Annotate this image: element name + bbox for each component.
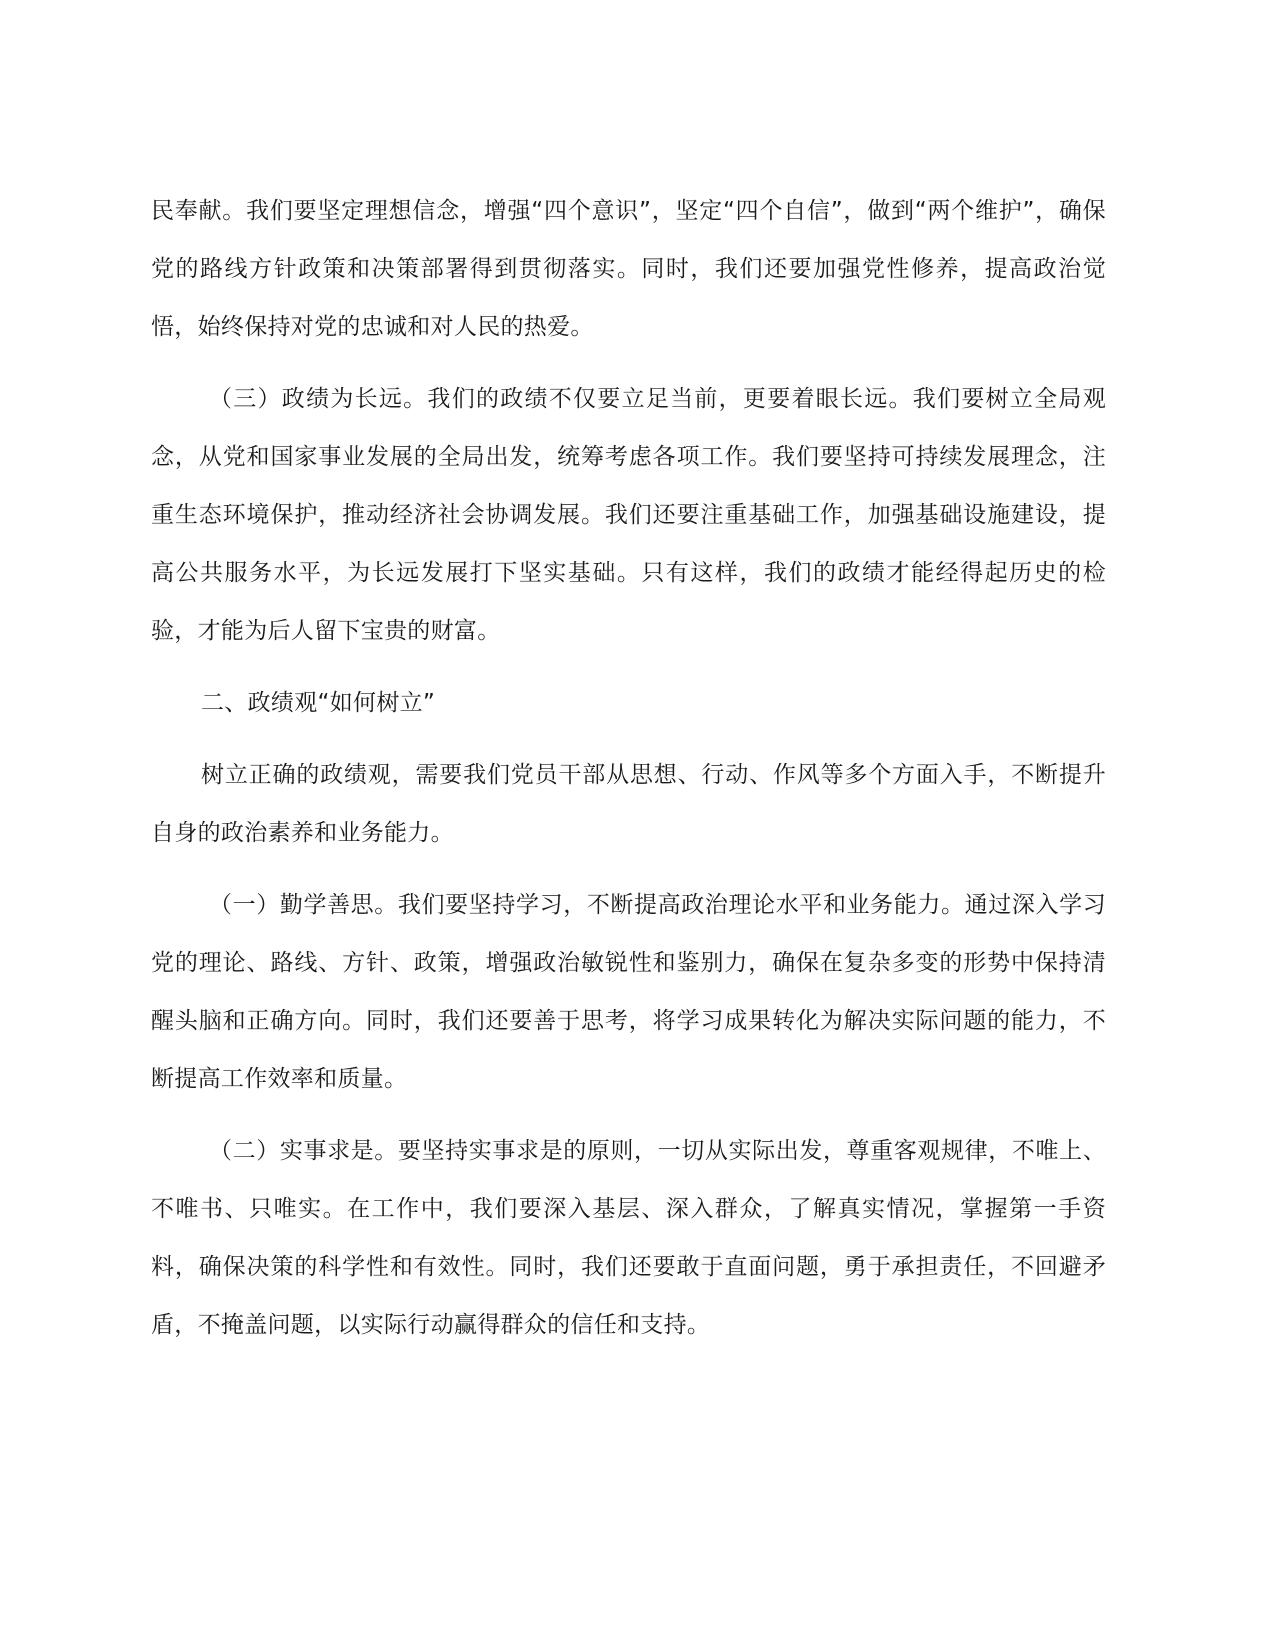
paragraph-intro: 树立正确的政绩观，需要我们党员干部从思想、行动、作风等多个方面入手，不断提升自身的政治素养和业务能力。 xyxy=(151,762,1106,846)
section-heading-two: 二、政绩观“如何树立” xyxy=(201,690,436,716)
paragraph-subsection-two: （二）实事求是。要坚持实事求是的原则，一切从实际出发，尊重客观规律，不唯上、不唯书、只唯实。在工作中，我们要深入基层、深入群众，了解真实情况，掌握第一手资料，确保决策的科学性和有效性。同时，我们还要敢于直面问题，勇于承担责任，不回避矛盾，不掩盖问题，以实际行动赢得群众的信任和支持。 xyxy=(151,1138,1106,1338)
paragraph-continuation: 民奉献。我们要坚定理想信念，增强“四个意识”，坚定“四个自信”，做到“两个维护”，确保党的路线方针政策和决策部署得到贯彻落实。同时，我们还要加强党性修养，提高政治觉悟，始终保持对党的忠诚和对人民的热爱。 xyxy=(151,198,1106,340)
paragraph-subsection-one: （一）勤学善思。我们要坚持学习，不断提高政治理论水平和业务能力。通过深入学习党的理论、路线、方针、政策，增强政治敏锐性和鉴别力，确保在复杂多变的形势中保持清醒头脑和正确方向。同时，我们还要善于思考，将学习成果转化为解决实际问题的能力，不断提高工作效率和质量。 xyxy=(151,892,1106,1092)
document-body xyxy=(151,182,1106,1354)
paragraph-section-three: （三）政绩为长远。我们的政绩不仅要立足当前，更要着眼长远。我们要树立全局观念，从党和国家事业发展的全局出发，统筹考虑各项工作。我们要坚持可持续发展理念，注重生态环境保护，推动经济社会协调发展。我们还要注重基础工作，加强基础设施建设，提高公共服务水平，为长远发展打下坚实基础。只有这样，我们的政绩才能经得起历史的检验，才能为后人留下宝贵的财富。 xyxy=(151,386,1106,644)
